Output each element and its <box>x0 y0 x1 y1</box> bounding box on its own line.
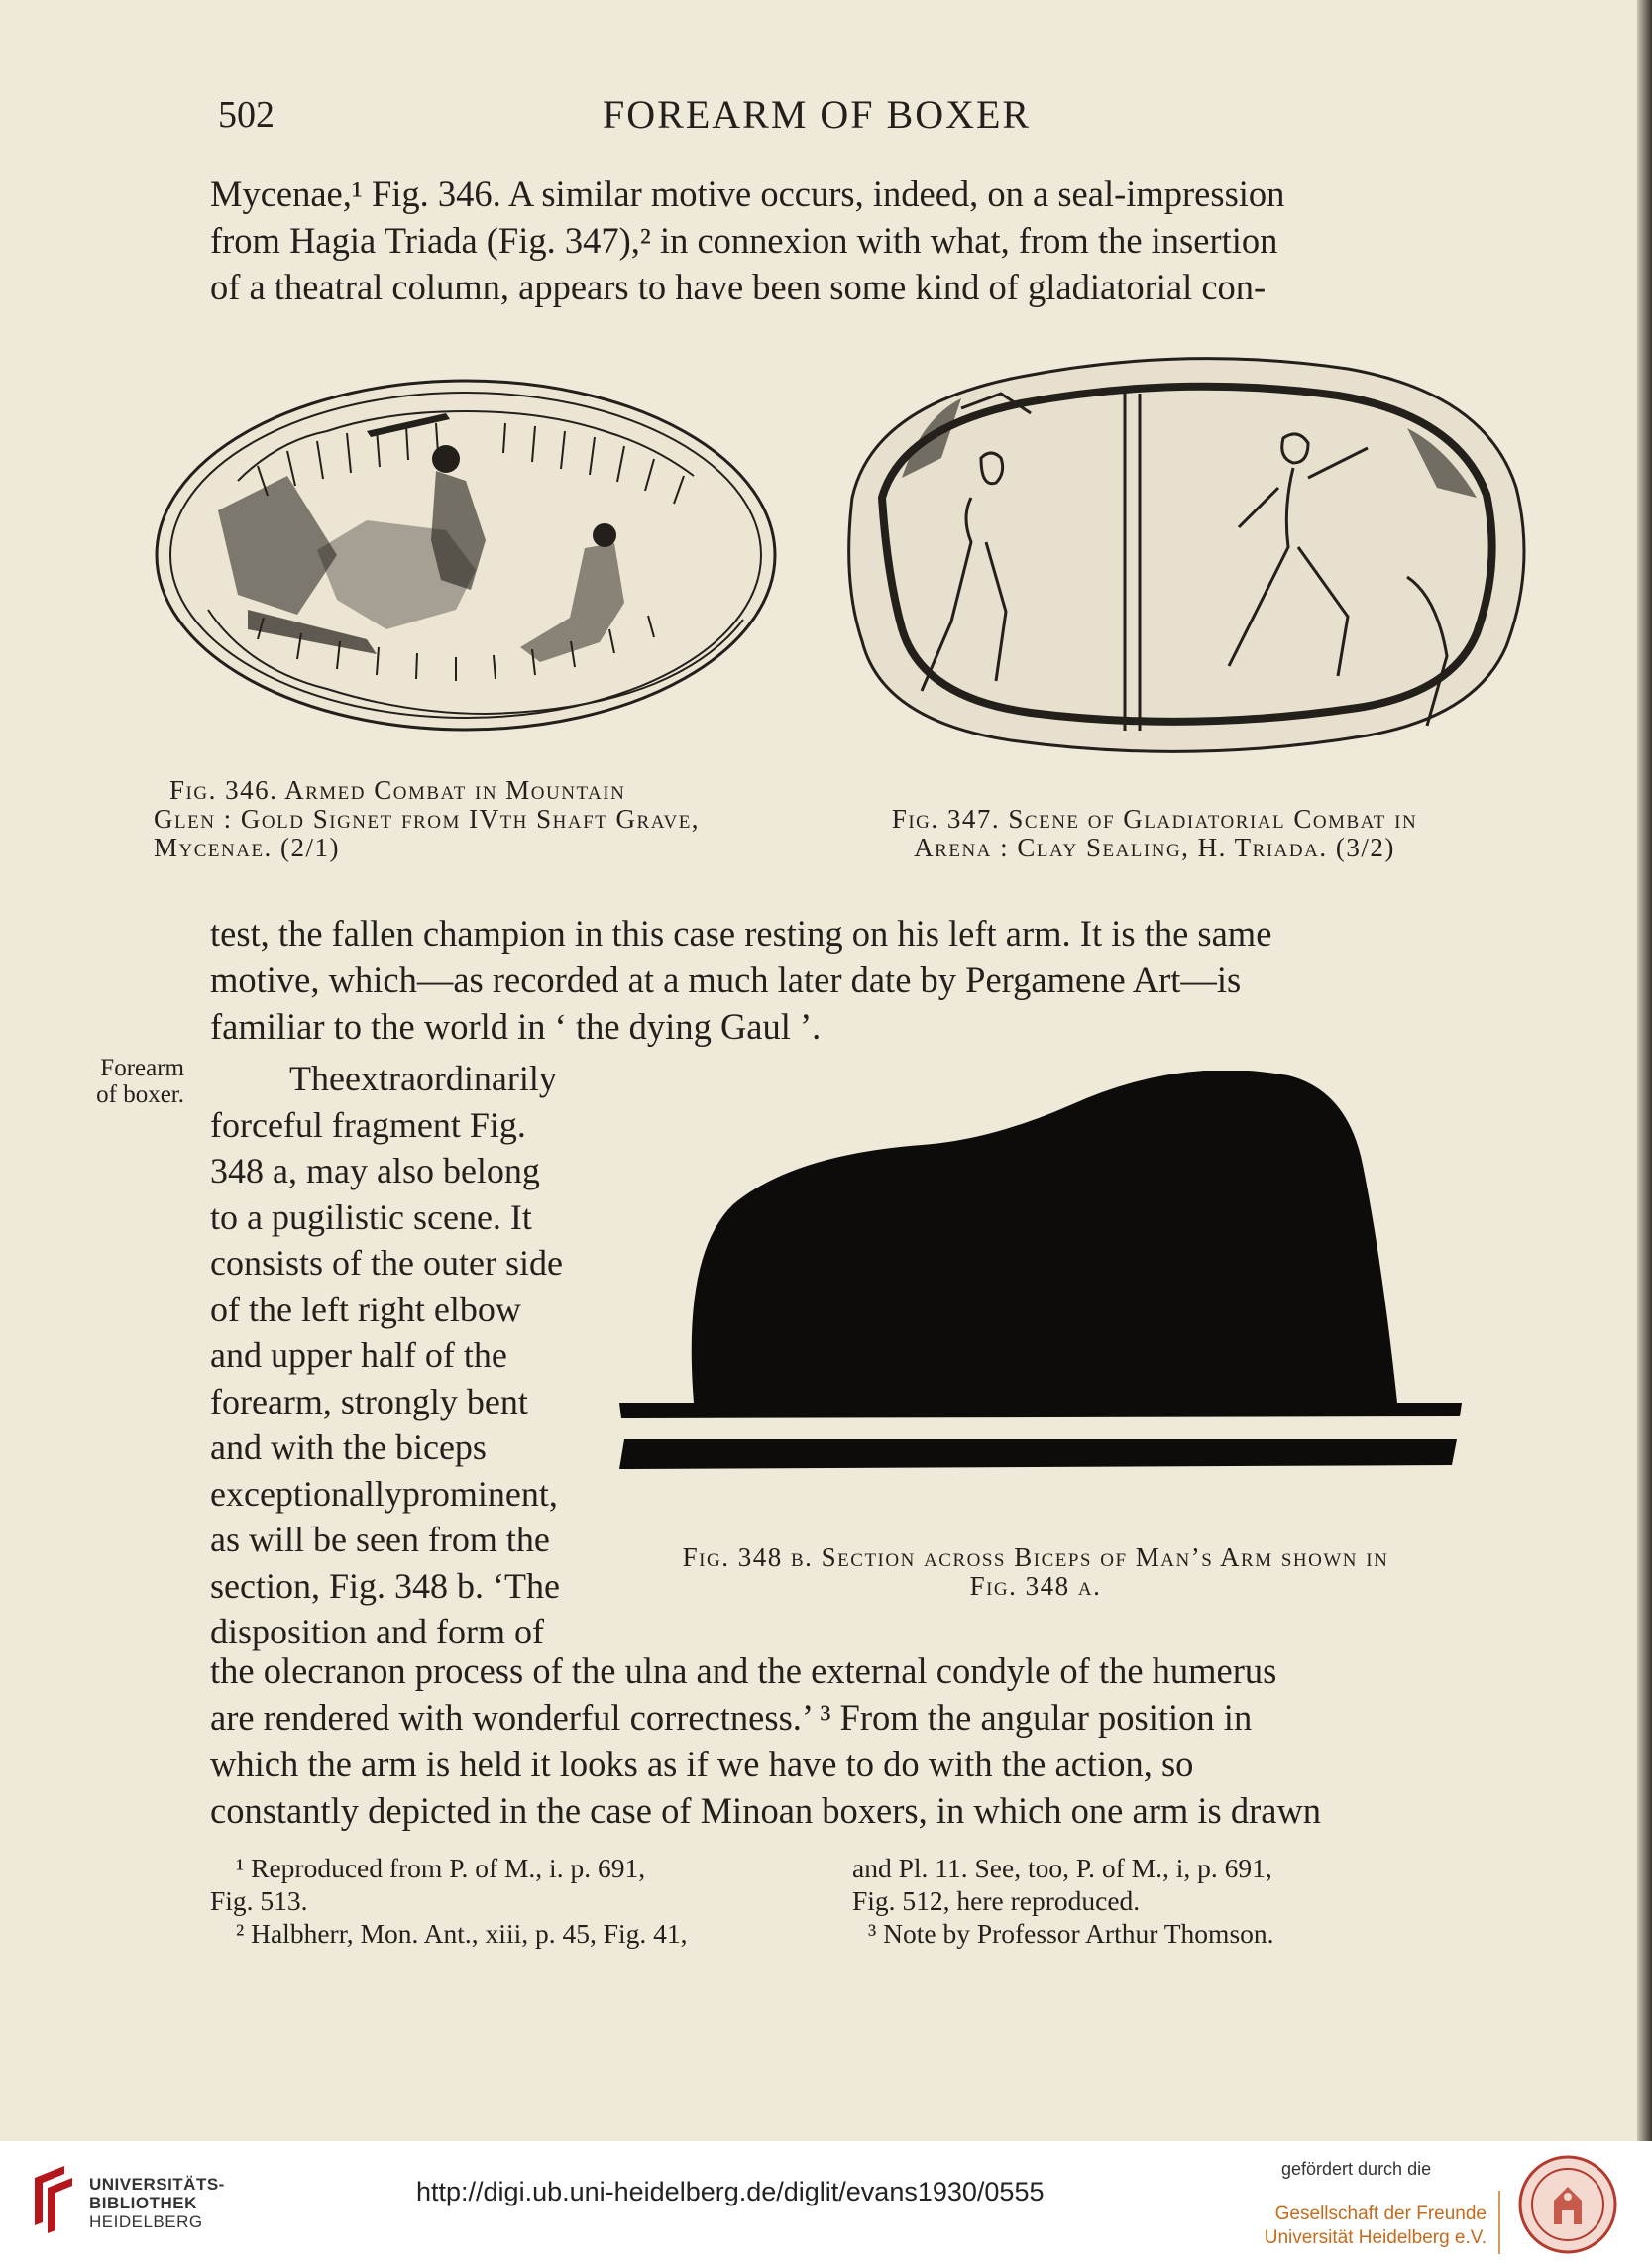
university-seal-icon <box>1516 2153 1619 2256</box>
text-line: Theextraordinarily <box>289 1059 557 1098</box>
paragraph-bottom <box>210 1647 1469 1834</box>
text-line: forceful fragment Fig. <box>210 1104 526 1145</box>
footnote-2: ² Halbherr, Mon. Ant., xiii, p. 45, Fig. 41, <box>236 1918 688 1949</box>
text-line: to a pugilistic scene. It <box>210 1196 532 1237</box>
caption-line: Fig. 348 b. Section across Biceps of Man’s Arm shown in <box>682 1542 1389 1572</box>
footnote-3: ³ Note by Professor Arthur Thomson. <box>868 1918 1274 1949</box>
paragraph-top <box>210 170 1469 310</box>
text-line: disposition and form of <box>210 1612 544 1651</box>
footnotes-right <box>852 1852 1487 1950</box>
digitization-footer <box>0 2141 1652 2262</box>
footnotes-left <box>210 1852 834 1950</box>
permalink[interactable]: http://digi.ub.uni-heidelberg.de/diglit/evans1930/0555 <box>416 2177 1045 2206</box>
text-line: from Hagia Triada (Fig. 347),² in connexion with what, from the insertion <box>210 220 1278 261</box>
library-logo-icon[interactable] <box>30 2163 79 2234</box>
text-line: as will be seen from the <box>210 1520 550 1559</box>
text-line: motive, which—as recorded at a much later date by Pergamene Art—is <box>210 960 1242 1000</box>
caption-line: Fig. 346. Armed Combat in Mountain <box>169 775 626 805</box>
caption-line: Fig. 348 a. <box>969 1571 1102 1601</box>
footnote-1: ¹ Reproduced from P. of M., i. p. 691, <box>236 1853 646 1883</box>
society-name[interactable] <box>1264 2203 1487 2250</box>
text-line: of the left right elbow <box>210 1289 521 1329</box>
paragraph-middle <box>210 910 1469 1050</box>
fig-348b-caption <box>614 1543 1457 1601</box>
paragraph-narrow <box>210 1056 600 1655</box>
footnote-1-right-cont: Fig. 512, here reproduced. <box>852 1885 1141 1916</box>
library-line: BIBLIOTHEK <box>89 2194 197 2212</box>
text-line: forearm, strongly bent <box>210 1381 528 1421</box>
text-line: and with the biceps <box>210 1427 487 1467</box>
text-line: of a theatral column, appears to have been some kind of gladiatorial con- <box>210 267 1267 307</box>
text-line: section, Fig. 348 b. ‘The <box>210 1565 560 1606</box>
text-line: Mycenae,¹ Fig. 346. A similar motive occurs, indeed, on a seal-impression <box>210 173 1285 214</box>
fig-347-sealing-image <box>813 349 1526 775</box>
text-line: are rendered with wonderful correctness.’ ³ From the angular position in <box>210 1697 1253 1738</box>
text-line: 348 a, may also belong <box>210 1151 540 1190</box>
funded-by-label: gefördert durch die <box>1281 2159 1432 2179</box>
text-line: familiar to the world in ‘ the dying Gaul ’. <box>210 1006 822 1047</box>
library-name <box>89 2175 225 2231</box>
sidenote-line: of boxer. <box>96 1081 184 1108</box>
fig-346-caption <box>154 776 778 862</box>
society-line: Gesellschaft der Freunde <box>1274 2204 1487 2224</box>
text-line: which the arm is held it looks as if we have to do with the action, so <box>210 1744 1194 1784</box>
text-line: the olecranon process of the ulna and the external condyle of the humerus <box>210 1650 1277 1691</box>
fig-347-caption <box>832 805 1477 862</box>
sidenote-line: Forearm <box>100 1055 184 1081</box>
footnote-1-cont: Fig. 513. <box>210 1885 308 1916</box>
library-line: UNIVERSITÄTS- <box>89 2175 225 2194</box>
text-line: constantly depicted in the case of Minoan boxers, in which one arm is drawn <box>210 1790 1322 1831</box>
caption-line: Mycenae. (2/1) <box>154 833 341 862</box>
society-line: Universität Heidelberg e.V. <box>1264 2227 1487 2248</box>
text-line: exceptionallyprominent, <box>210 1473 558 1514</box>
sidenote <box>65 1055 184 1108</box>
page-edge <box>1637 0 1652 2141</box>
fig-348b-section-image <box>609 1071 1462 1527</box>
caption-line: Fig. 347. Scene of Gladiatorial Combat in <box>891 804 1418 834</box>
text-line: and upper half of the <box>210 1335 507 1375</box>
fig-346-signet-image <box>149 372 783 738</box>
footnote-1-right: and Pl. 11. See, too, P. of M., i, p. 691, <box>852 1853 1272 1883</box>
divider <box>1498 2191 1500 2254</box>
caption-line: Arena : Clay Sealing, H. Triada. (3/2) <box>914 833 1395 862</box>
caption-line: Glen : Gold Signet from IVth Shaft Grave, <box>154 804 701 834</box>
library-line: HEIDELBERG <box>89 2212 203 2231</box>
running-title: FOREARM OF BOXER <box>603 92 1032 137</box>
text-line: test, the fallen champion in this case resting on his left arm. It is the same <box>210 913 1272 954</box>
page-number: 502 <box>218 94 275 136</box>
text-line: consists of the outer side <box>210 1243 563 1283</box>
